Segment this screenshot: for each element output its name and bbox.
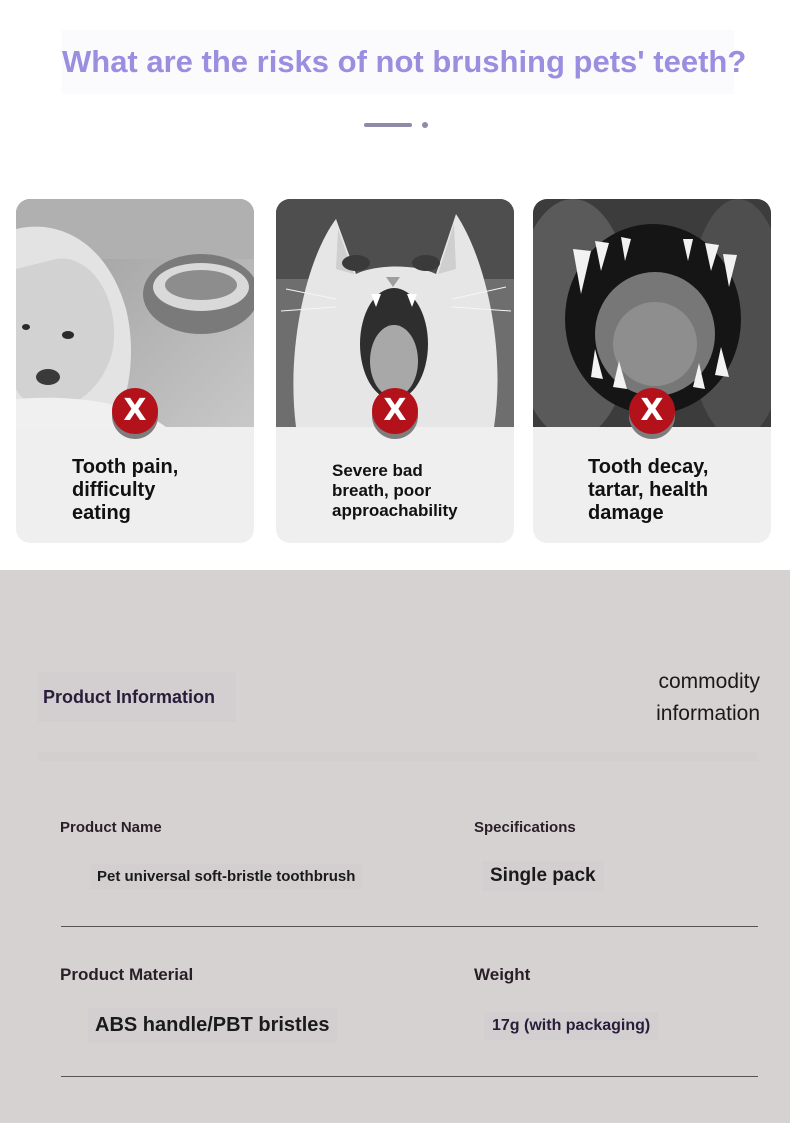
- product-material-value: ABS handle/PBT bristles: [88, 1008, 337, 1043]
- risk-caption: Severe bad breath, poor approachability: [332, 461, 458, 520]
- risk-caption: Tooth pain, difficulty eating: [72, 456, 179, 524]
- x-mark-icon: X: [112, 388, 158, 434]
- risk-card-tooth-decay: [533, 199, 771, 543]
- commodity-info-title: commodity information: [656, 670, 760, 725]
- weight-label: Weight: [474, 965, 531, 984]
- divider-dash: [364, 123, 412, 127]
- risk-caption: Tooth decay, tartar, health damage: [588, 456, 709, 524]
- x-mark-icon: X: [629, 388, 675, 434]
- divider-dot: [422, 122, 428, 128]
- specifications-value: Single pack: [482, 861, 604, 891]
- row-divider: [61, 1076, 758, 1077]
- risks-headline: What are the risks of not brushing pets' teeth?: [62, 30, 734, 94]
- risk-card-tooth-pain: [16, 199, 254, 543]
- row-divider: [61, 926, 758, 927]
- weight-value: 17g (with packaging): [484, 1012, 658, 1040]
- product-name-label: Product Name: [60, 819, 162, 836]
- product-info-title: Product Information: [38, 672, 236, 722]
- specifications-label: Specifications: [474, 819, 576, 836]
- product-name-value: Pet universal soft-bristle toothbrush: [90, 864, 362, 889]
- header-band: [38, 752, 758, 761]
- x-mark-icon: X: [372, 388, 418, 434]
- risk-card-bad-breath: [276, 199, 514, 543]
- product-material-label: Product Material: [60, 965, 194, 984]
